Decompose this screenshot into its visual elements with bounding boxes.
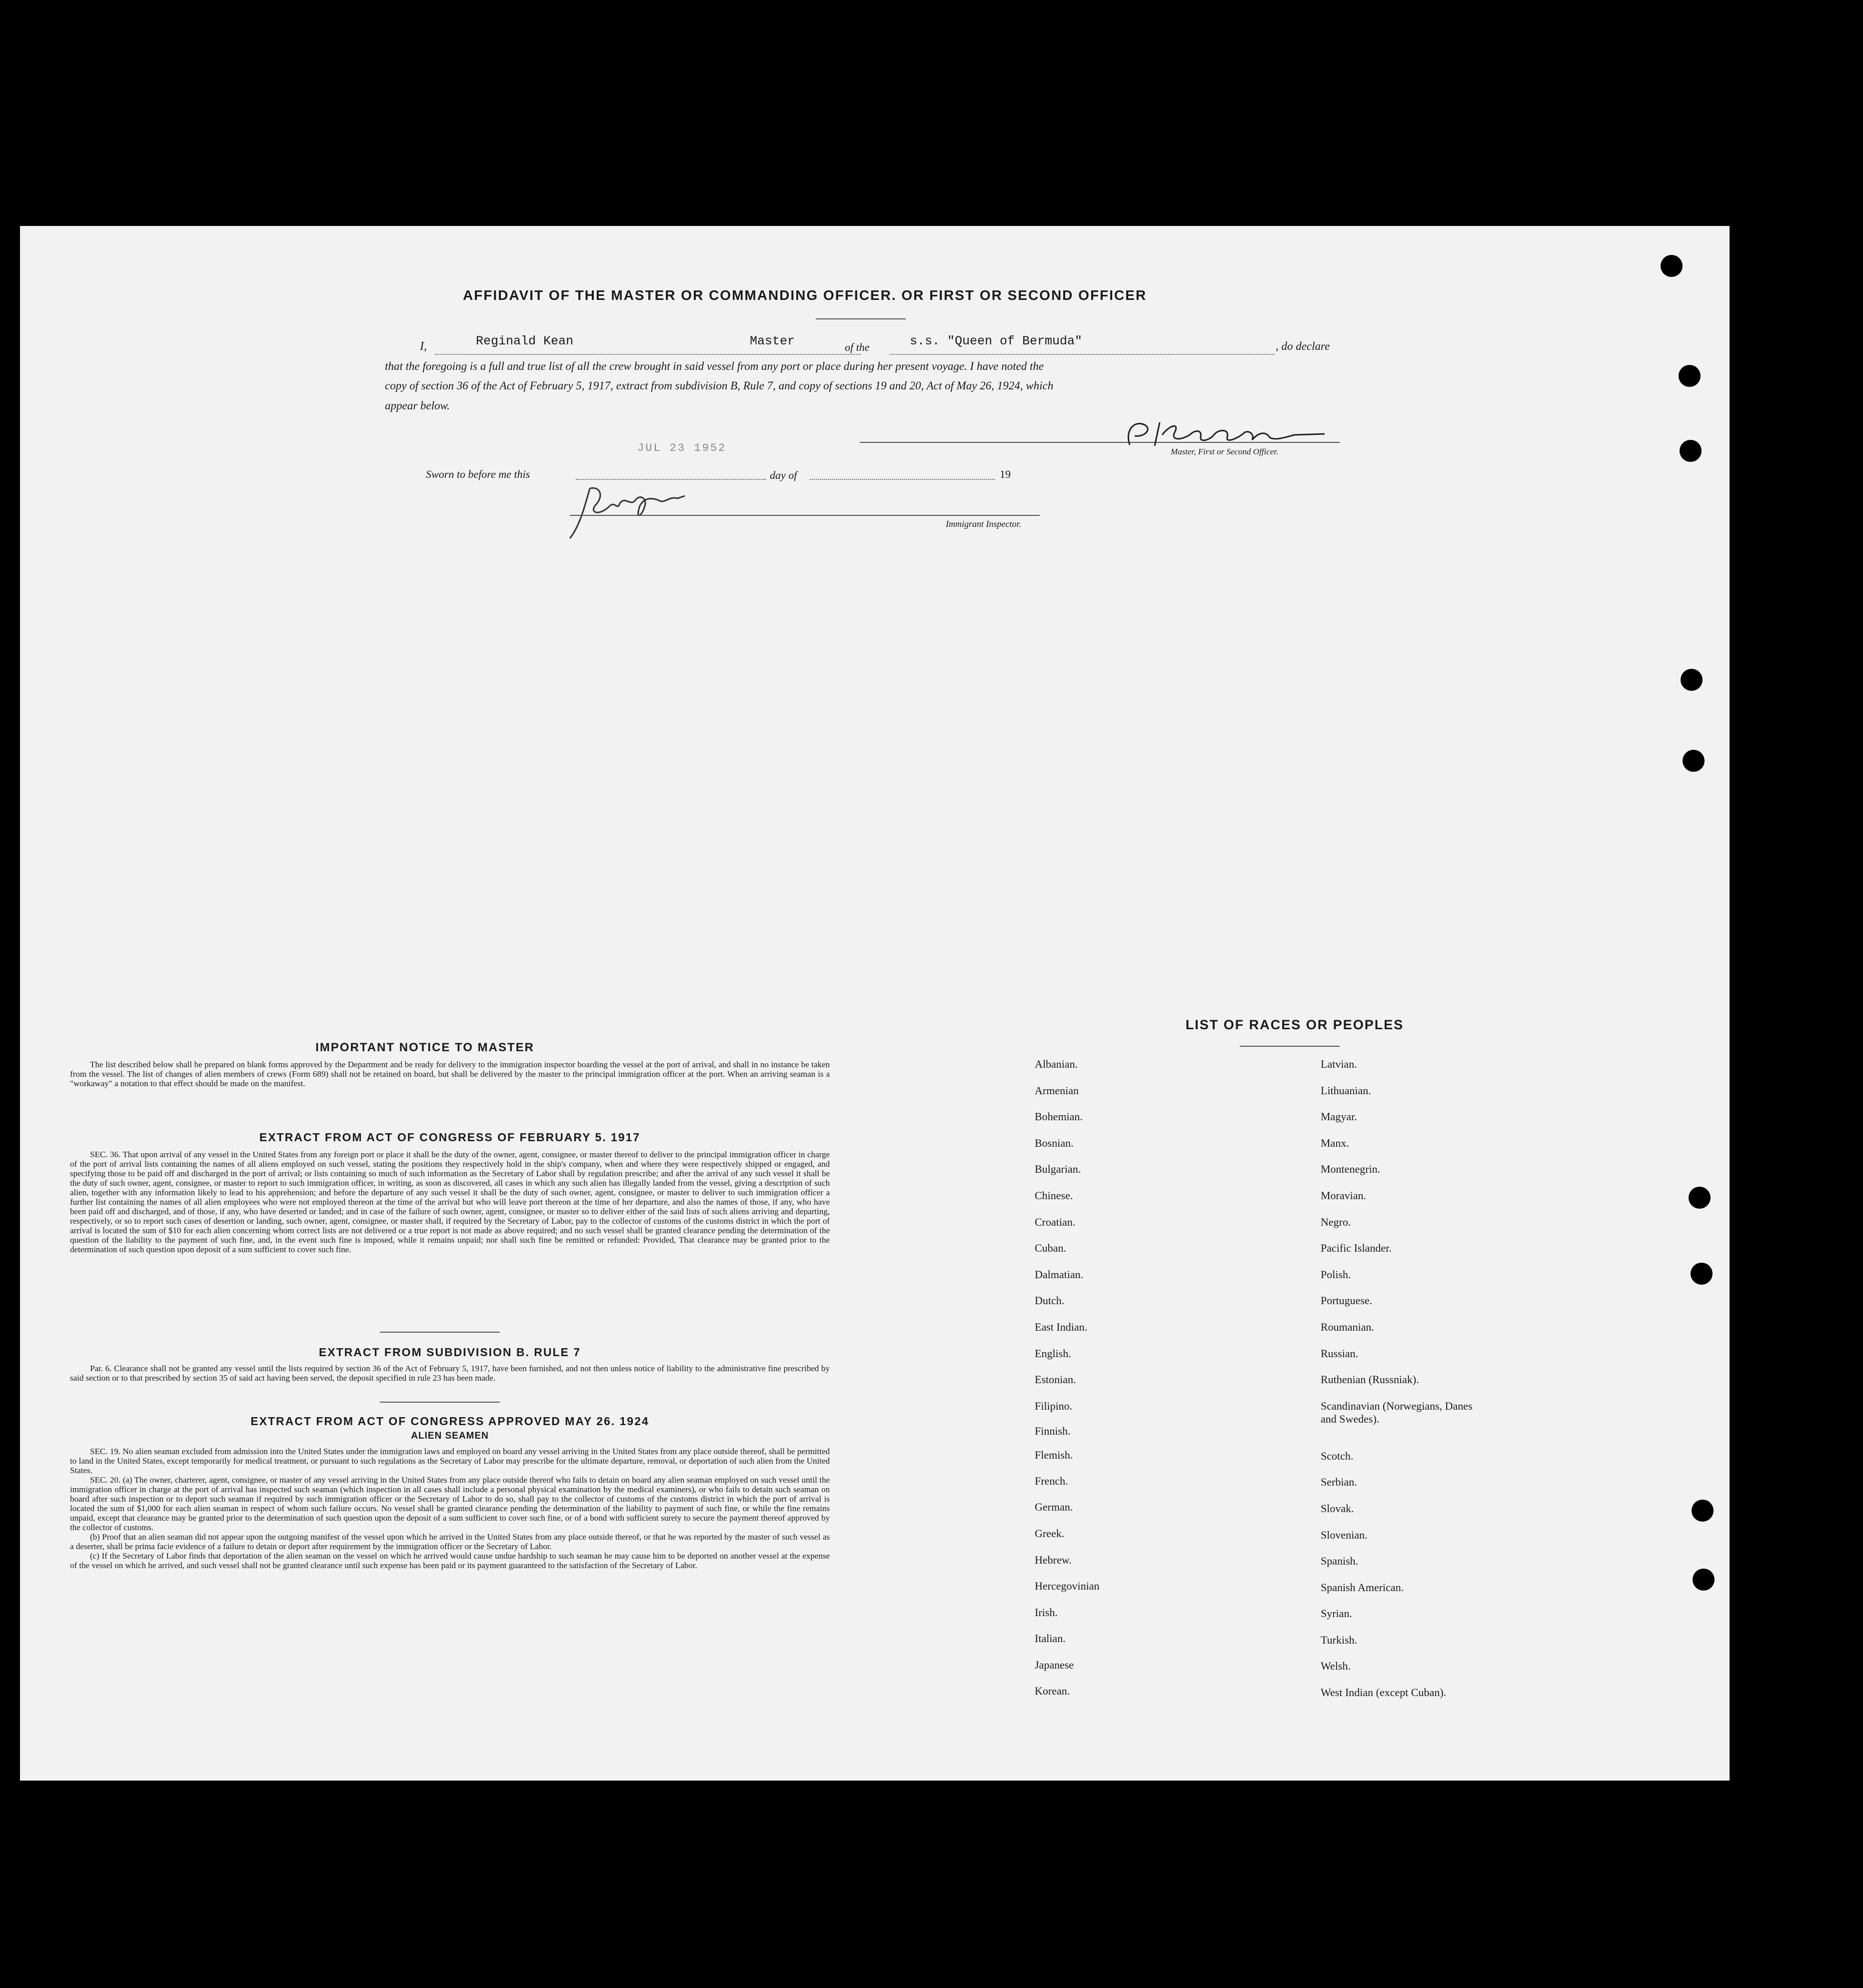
vessel-name: s.s. "Queen of Bermuda"	[910, 334, 1083, 348]
i-label: I,	[420, 340, 427, 353]
race-item: English.	[1035, 1347, 1071, 1360]
extract-1917-title: EXTRACT FROM ACT OF CONGRESS OF FEBRUARY 5. 1917	[259, 1131, 641, 1144]
notice-title: IMPORTANT NOTICE TO MASTER	[315, 1041, 534, 1054]
race-item: Scotch.	[1321, 1449, 1354, 1462]
divider-1917	[380, 1332, 500, 1333]
date-stamp: JUL 23 1952	[637, 442, 727, 454]
race-item: Flemish.	[1035, 1448, 1073, 1461]
punch-hole	[1693, 1569, 1715, 1591]
race-item: West Indian (except Cuban).	[1321, 1686, 1447, 1699]
race-item: Lithuanian.	[1321, 1084, 1371, 1097]
document-page	[20, 226, 1730, 1781]
race-item: Spanish.	[1321, 1555, 1359, 1568]
race-item: Bosnian.	[1035, 1136, 1074, 1149]
race-item: Montenegrin.	[1321, 1163, 1381, 1176]
race-item: Negro.	[1321, 1215, 1351, 1228]
race-item: Slovenian.	[1321, 1528, 1368, 1541]
year-prefix: 19	[1000, 468, 1011, 480]
race-item: Spanish American.	[1321, 1581, 1404, 1594]
race-item: Dalmatian.	[1035, 1268, 1084, 1281]
race-item: Albanian.	[1035, 1058, 1078, 1070]
sec-20c-paragraph: (c) If the Secretary of Labor finds that deportation of the alien seaman on the vessel on which he arrived would cause undue hardship to such seaman he may cause him to be deported on another vessel at the expense of the vessel on which he arrived, and such vessel shall not be granted clearance until such expense has been paid or its payment guaranteed to the satisfaction of the Secretary of Labor.	[70, 1551, 830, 1570]
punch-hole	[1661, 255, 1683, 277]
extract-1924-title: EXTRACT FROM ACT OF CONGRESS APPROVED MAY 26. 1924	[250, 1415, 649, 1428]
punch-hole	[1683, 750, 1705, 772]
punch-hole	[1691, 1263, 1713, 1285]
race-item: Syrian.	[1321, 1607, 1352, 1620]
race-item: Irish.	[1035, 1606, 1058, 1619]
race-item: Scandinavian (Norwegians, Danes and Swedes).	[1321, 1399, 1473, 1425]
race-item: Bohemian.	[1035, 1110, 1083, 1123]
punch-hole	[1689, 1187, 1711, 1209]
race-item: East Indian.	[1035, 1320, 1088, 1333]
race-item: French.	[1035, 1474, 1068, 1487]
race-item: Russian.	[1321, 1347, 1359, 1360]
vessel-line	[890, 354, 1275, 355]
title-divider	[816, 318, 906, 319]
divider-rule7	[380, 1402, 500, 1403]
races-right-column	[1321, 1058, 1581, 1713]
race-item: Finnish.	[1035, 1424, 1071, 1437]
extract-rule7-title: EXTRACT FROM SUBDIVISION B. RULE 7	[318, 1346, 581, 1359]
name-line	[435, 354, 861, 355]
signature-caption: Master, First or Second Officer.	[1171, 447, 1279, 456]
inspector-caption: Immigrant Inspector.	[946, 519, 1021, 529]
extract-1924-body	[70, 1447, 830, 1570]
race-item: Roumanian.	[1321, 1320, 1374, 1333]
sworn-label: Sworn to before me this	[426, 468, 530, 480]
punch-hole	[1681, 669, 1703, 691]
race-item: Portuguese.	[1321, 1294, 1373, 1307]
inspector-signature-line	[570, 515, 1040, 516]
race-item: Cuban.	[1035, 1242, 1066, 1255]
race-item: Armenian	[1035, 1084, 1079, 1097]
race-item: Ruthenian (Russniak).	[1321, 1373, 1419, 1386]
race-item: Slovak.	[1321, 1502, 1354, 1515]
races-divider	[1240, 1046, 1340, 1047]
race-item: Pacific Islander.	[1321, 1242, 1392, 1255]
race-item: Hebrew.	[1035, 1553, 1072, 1566]
extract-1924-subtitle: ALIEN SEAMEN	[411, 1431, 489, 1441]
race-item: Serbian.	[1321, 1476, 1357, 1489]
extract-rule7-text: Par. 6. Clearance shall not be granted any vessel until the lists required by section 36 of the Act of February 5, 1917, have been furnished, and not then unless notice of liability to the administrative fine prescribed by said section or to that prescribed by section 35 of said act having been served, the deposit specified in rule 23 has been made.	[70, 1364, 830, 1383]
race-item: Japanese	[1035, 1658, 1074, 1671]
race-item: Hercegovinian	[1035, 1580, 1100, 1593]
notice-text: The list described below shall be prepared on blank forms approved by the Department and be ready for delivery to the immigration inspector boarding the vessel at the port of arrival, and shall in no instance be taken from the vessel. The list of changes of alien members of crews (Form 689) shall not be retained on board, but shall be delivered by the master to the principal immigration officer at the port. When an arriving seaman is a "workaway" a notation to that effect should be made on the manifest.	[70, 1060, 830, 1088]
affidavit-line-2: copy of section 36 of the Act of February 5, 1917, extract from subdivision B, Rule 7, and copy of sections 19 and 20, Act of May 26, 1924, which	[385, 379, 1054, 392]
day-of-label: day of	[770, 469, 797, 481]
punch-hole	[1679, 365, 1701, 387]
affidavit-line-1: that the foregoing is a full and true list of all the crew brought in said vessel from any port or place during her present voyage. I have noted the	[385, 360, 1044, 372]
race-item: German.	[1035, 1501, 1073, 1514]
race-item: Turkish.	[1321, 1633, 1358, 1646]
race-item: Greek.	[1035, 1527, 1065, 1540]
master-name: Reginald Kean	[476, 334, 574, 348]
race-item: Magyar.	[1321, 1110, 1357, 1123]
master-rank: Master	[750, 334, 795, 348]
race-item: Bulgarian.	[1035, 1163, 1081, 1176]
race-item: Dutch.	[1035, 1294, 1065, 1307]
race-item: Welsh.	[1321, 1660, 1351, 1673]
sec-19-paragraph: SEC. 19. No alien seaman excluded from admission into the United States under the immigration laws and employed on board any vessel arriving in the United States from any place outside thereof, shall be permitted to land in the United States, except temporarily for medical treatment, or pursuant to such regulations as the Secretary of Labor may prescribe for the ultimate departure, removal, or deportation of such alien from the United States.	[70, 1447, 830, 1475]
do-declare-label: , do declare	[1276, 340, 1330, 352]
race-item: Polish.	[1321, 1268, 1351, 1281]
sworn-month-line	[810, 479, 995, 480]
race-item: Filipino.	[1035, 1399, 1073, 1412]
of-the-label: of the	[845, 341, 870, 353]
sec-20a-paragraph: SEC. 20. (a) The owner, charterer, agent, consignee, or master of any vessel arriving in the United States from any place outside thereof who fails to detain on board any alien seaman employed on such vessel until the immigration officer in charge at the port of arrival has inspected such seaman (which inspection in all cases shall include a personal physical examination by the medical examiners), or who fails to detain such seaman on board after such inspection or to deport such seaman if required by such immigration officer or the Secretary of Labor to do so, shall pay to the collector of customs of the customs district in which the port of arrival is located the sum of $1,000 for each alien seaman in respect of whom such failure occurs. No vessel shall be granted clearance pending the determination of the liability to payment of such fine, or while the fine remains unpaid, except that clearance may be granted prior to the determination of such question upon the deposit of a sum sufficient to cover such fine, or of a bond with sufficient surety to secure the payment thereof approved by the collector of customs.	[70, 1475, 830, 1532]
extract-1917-text: SEC. 36. That upon arrival of any vessel in the United States from any foreign port or place it shall be the duty of the owner, agent, consignee, or master thereof to deliver to the principal immigration officer in charge of the port of arrival lists containing the names of all aliens employed on such vessel, stating the positions they respectively hold in the ship's company, when and where they were respectively shipped or engaged, and specifying those to be paid off and discharged in the port of arrival; or lists containing so much of such information as the Secretary of Labor shall by regulation prescribe; and after the arrival of any such vessel it shall be the duty of such owner, agent, consignee, or master to report to such immigration officer, in writing, as soon as discovered, all cases in which any such alien has illegally landed from the vessel, giving a description of such alien, together with any information likely to lead to his apprehension; and before the departure of any such vessel it shall be the duty of such owner, agent, consignee, or master to deliver to such immigration officer a further list containing the names of all alien employees who were not employed thereon at the time of the arrival but who will leave port thereon at the time of her departure, and also the names of those, if any, who have been paid off and discharged, and of those, if any, who have deserted or landed; and in case of the failure of such owner, agent, consignee, or master so to deliver either of the said lists of such aliens arriving and departing, respectively, or so to report such cases of desertion or landing, such owner, agent, consignee, or master shall, if required by the Secretary of Labor, pay to the collector of customs of the customs district in which the port of arrival is located the sum of $10 for each alien concerning whom correct lists are not delivered or a true report is not made as above required; and no such vessel shall be granted clearance pending the determination of the question of the liability to the payment of such fine, and, in the event such fine is imposed, while it remains unpaid; nor shall such fine be remitted or refunded: Provided, That clearance may be granted prior to the determination of such question upon deposit of a sum sufficient to cover such fine.	[70, 1150, 830, 1254]
punch-hole	[1680, 440, 1702, 462]
race-item: Estonian.	[1035, 1373, 1076, 1386]
races-title: LIST OF RACES OR PEOPLES	[1185, 1017, 1404, 1032]
races-left-column	[1035, 1058, 1245, 1711]
inspector-signature	[560, 476, 720, 541]
punch-hole	[1692, 1500, 1714, 1522]
race-item: Chinese.	[1035, 1189, 1073, 1202]
race-item: Manx.	[1321, 1136, 1349, 1149]
race-item: Latvian.	[1321, 1058, 1357, 1070]
affidavit-line-3: appear below.	[385, 399, 450, 412]
race-item: Italian.	[1035, 1632, 1066, 1645]
sec-20b-paragraph: (b) Proof that an alien seaman did not appear upon the outgoing manifest of the vessel upon which he arrived in the United States from any place outside thereof, or that he was reported by the master of such vessel as a deserter, shall be prima facie evidence of a failure to detain or deport after requirement by the immigration officer or the Secretary of Labor.	[70, 1532, 830, 1551]
race-item: Moravian.	[1321, 1189, 1367, 1202]
race-item: Croatian.	[1035, 1215, 1076, 1228]
race-item: Korean.	[1035, 1685, 1070, 1698]
affidavit-title: AFFIDAVIT OF THE MASTER OR COMMANDING OFFICER. OR FIRST OR SECOND OFFICER	[462, 287, 1147, 303]
